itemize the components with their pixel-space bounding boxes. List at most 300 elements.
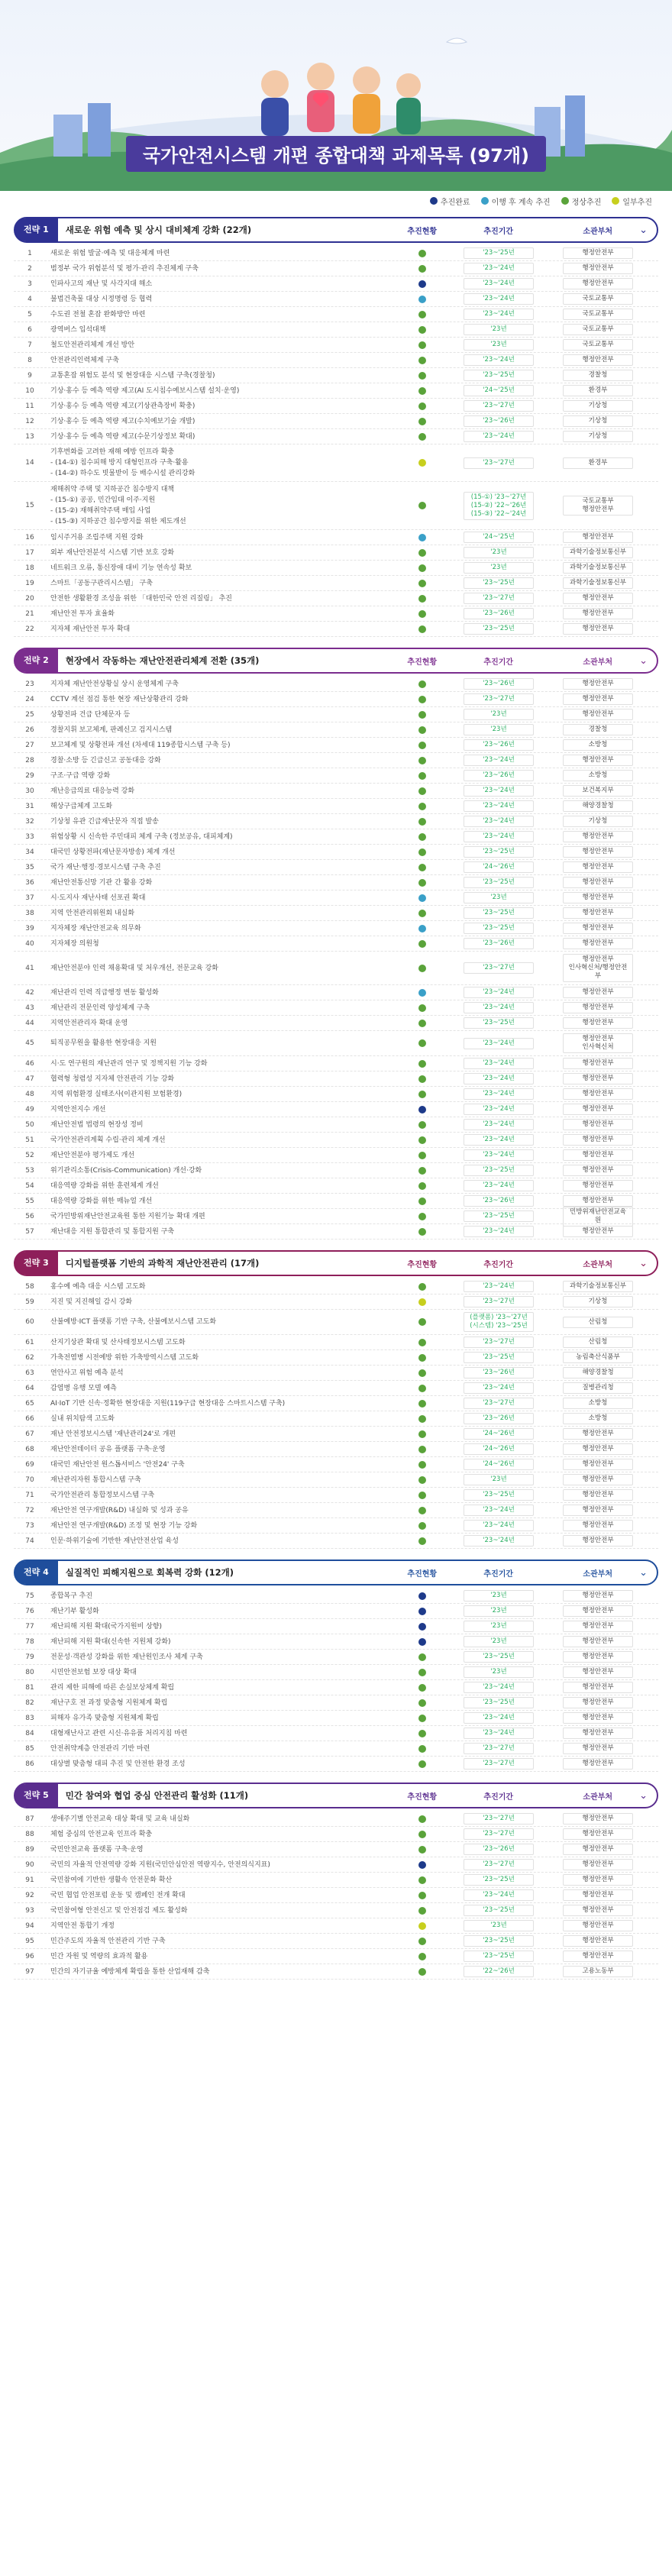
task-number: 50 xyxy=(25,1120,34,1129)
dept-cell xyxy=(548,1935,648,1947)
task-name: 재해취약 주택 및 지하공간 침수방지 대책 - (15-①) 공공, 민간임대 이주·지원 - (15-②) 재해취약주택 매입 사업 - (15-③) 지하공간 침수방지를 위한 제도개선 xyxy=(50,486,186,525)
task-row xyxy=(14,1350,658,1366)
status-dot-icon xyxy=(418,1745,426,1753)
dept-value: 경찰청 xyxy=(563,724,633,735)
page-title: 국가안전시스템 개편 종합대책 과제목록 (97개) xyxy=(126,136,546,172)
period-cell xyxy=(449,693,548,705)
status-cell xyxy=(396,1638,449,1646)
task-name: CCTV 계선 점검 통한 현장 재난상황관리 강화 xyxy=(50,695,189,703)
period-value: '23~'27년 xyxy=(464,457,534,469)
status-dot-icon xyxy=(418,502,426,509)
period-cell xyxy=(449,1651,548,1663)
dept-cell xyxy=(548,1951,648,1962)
task-name: 인파사고의 재난 및 사각지대 해소 xyxy=(50,280,153,288)
task-number: 43 xyxy=(25,1004,34,1012)
task-number: 17 xyxy=(25,548,34,557)
task-row xyxy=(14,399,658,414)
task-number: 51 xyxy=(25,1136,34,1144)
dept-cell xyxy=(548,339,648,351)
dept-cell xyxy=(548,354,648,366)
task-name: 재난안전법 법령의 현장성 정비 xyxy=(50,1120,144,1129)
section-header[interactable] xyxy=(14,648,658,674)
task-number: 6 xyxy=(27,325,32,334)
period-value: '23~'27년 xyxy=(464,1296,534,1307)
status-dot-icon xyxy=(418,1831,426,1838)
status-cell xyxy=(396,1760,449,1768)
task-row xyxy=(14,261,658,276)
period-value: '23~'25년 xyxy=(464,247,534,259)
status-dot-icon xyxy=(418,1922,426,1930)
status-cell xyxy=(396,311,449,318)
task-row xyxy=(14,591,658,606)
task-row xyxy=(14,1117,658,1133)
status-cell xyxy=(396,1039,449,1047)
task-name: 피해자 유가족 맞춤형 지원체계 확립 xyxy=(50,1714,159,1722)
chevron-down-icon[interactable]: ⌄ xyxy=(639,1567,648,1579)
status-dot-icon xyxy=(418,965,426,972)
column-header-dept: 소관부처 xyxy=(583,658,613,667)
task-name: 전문성·객관성 강화를 위한 재난원인조사 체계 구축 xyxy=(50,1653,203,1661)
dept-value: 행정안전부 xyxy=(563,1474,633,1485)
task-name: 재난피해 지원 확대(국가지원비 상향) xyxy=(50,1622,163,1631)
task-row xyxy=(14,1726,658,1741)
status-dot-icon xyxy=(418,1684,426,1692)
task-name: 재난안전통신망 기관 간 활용 강화 xyxy=(50,878,153,887)
task-name: 재난구호 전 과정 맞춤형 지원체계 확립 xyxy=(50,1698,168,1707)
period-value: '23년 xyxy=(464,1605,534,1617)
period-value: '23~'26년 xyxy=(464,608,534,619)
task-row xyxy=(14,985,658,1000)
dept-value: 행정안전부 xyxy=(563,755,633,766)
task-name: 국가민방위재난안전교육원 통한 지원기능 확대 개편 xyxy=(50,1212,205,1220)
dept-cell xyxy=(548,1180,648,1191)
period-value: '24~'25년 xyxy=(464,532,534,543)
task-name: 지진 및 지진해일 감시 강화 xyxy=(50,1298,133,1306)
task-number: 96 xyxy=(25,1952,34,1960)
task-name: 상황전파 건급 단체문자 등 xyxy=(50,710,131,719)
period-value: '24~'26년 xyxy=(464,861,534,873)
dept-value: 기상청 xyxy=(563,1296,633,1307)
dept-value: 행정안전부 xyxy=(563,678,633,690)
status-dot-icon xyxy=(418,1492,426,1499)
task-number: 74 xyxy=(25,1537,34,1545)
period-value: '24~'25년 xyxy=(464,385,534,396)
status-cell xyxy=(396,1608,449,1615)
period-cell xyxy=(449,1905,548,1916)
status-dot-icon xyxy=(418,534,426,541)
dept-value: 과학기술정보통신부 xyxy=(563,1281,633,1292)
task-name: 국민참여에 기반한 생활속 안전문화 확산 xyxy=(50,1876,173,1884)
task-row xyxy=(14,1695,658,1711)
status-cell xyxy=(396,326,449,334)
status-cell xyxy=(396,1699,449,1707)
task-number: 31 xyxy=(25,802,34,810)
status-dot-icon xyxy=(418,1283,426,1291)
status-cell xyxy=(396,1730,449,1737)
section-header[interactable] xyxy=(14,217,658,243)
task-number: 27 xyxy=(25,741,34,749)
period-cell xyxy=(449,370,548,381)
status-cell xyxy=(396,1004,449,1012)
task-row xyxy=(14,952,658,985)
dept-cell xyxy=(548,1033,648,1053)
dept-value: 소방청 xyxy=(563,1413,633,1424)
chevron-down-icon[interactable]: ⌄ xyxy=(639,1790,648,1802)
period-cell xyxy=(449,400,548,412)
strategy-section xyxy=(14,1250,658,1549)
task-row xyxy=(14,383,658,399)
dept-cell xyxy=(548,1017,648,1029)
status-cell xyxy=(396,965,449,972)
status-dot-icon xyxy=(418,296,426,303)
task-name: 시·도지사 재난사태 선포권 확대 xyxy=(50,894,146,902)
dept-cell xyxy=(548,577,648,589)
period-cell xyxy=(449,1210,548,1222)
dept-cell xyxy=(548,693,648,705)
period-cell xyxy=(449,623,548,635)
dept-cell xyxy=(548,1697,648,1708)
dept-value: 과학기술정보통신부 xyxy=(563,577,633,589)
dept-cell xyxy=(548,1505,648,1516)
dept-value: 국토교통부 행정안전부 xyxy=(563,496,633,516)
period-value: '23~'26년 xyxy=(464,678,534,690)
task-name: AI·IoT 기반 신속·정확한 현장대응 지원(119구급 현장대응 스마트시스템 구축) xyxy=(50,1399,286,1408)
status-dot-icon xyxy=(418,1415,426,1423)
period-cell xyxy=(449,385,548,396)
column-header-period: 추진기간 xyxy=(483,1260,514,1269)
dept-value: 행정안전부 xyxy=(563,1743,633,1754)
period-value: '23~'24년 xyxy=(464,293,534,305)
task-name: 국민 협업 안전포럼 운동 및 캠페인 전개 확대 xyxy=(50,1891,186,1899)
dept-value: 행정안전부 xyxy=(563,1651,633,1663)
task-number: 84 xyxy=(25,1729,34,1737)
period-value: '23~'24년 xyxy=(464,1281,534,1292)
task-row xyxy=(14,482,658,530)
dept-value: 행정안전부 xyxy=(563,1226,633,1237)
status-dot-icon xyxy=(418,818,426,826)
strategy-section xyxy=(14,1559,658,1772)
period-value: '23~'24년 xyxy=(464,1058,534,1069)
dept-value: 행정안전부 xyxy=(563,1905,633,1916)
dept-cell xyxy=(548,431,648,442)
dept-cell xyxy=(548,1889,648,1901)
column-header-period: 추진기간 xyxy=(483,1569,514,1579)
task-name: 기상·홍수 등 예측 역량 제고(AI 도시침수예보시스템 설치·운영) xyxy=(50,386,240,395)
dept-cell xyxy=(548,1104,648,1115)
task-number: 71 xyxy=(25,1491,34,1499)
status-dot-icon xyxy=(418,1354,426,1362)
period-cell xyxy=(449,800,548,812)
period-value: '23~'25년 xyxy=(464,1697,534,1708)
status-cell xyxy=(396,1522,449,1530)
status-cell xyxy=(396,742,449,749)
dept-cell xyxy=(548,593,648,604)
task-row xyxy=(14,1000,658,1016)
task-name: 재난관리자원 통합시스템 구축 xyxy=(50,1475,141,1484)
status-dot-icon xyxy=(418,580,426,587)
task-name: 보고체계 및 상황전파 개선 (차세대 119종합시스템 구축 등) xyxy=(50,741,231,749)
status-cell xyxy=(396,610,449,618)
dept-cell xyxy=(548,938,648,949)
period-value: '23~'26년 xyxy=(464,739,534,751)
task-name: 새로운 위험 발굴·예측 및 대응체계 마련 xyxy=(50,249,170,257)
dept-value: 경찰청 xyxy=(563,370,633,381)
status-dot-icon xyxy=(418,250,426,257)
dept-value: 행정안전부 xyxy=(563,1002,633,1013)
status-dot-icon xyxy=(418,433,426,441)
dept-value: 행정안전부 xyxy=(563,608,633,619)
status-dot-icon xyxy=(418,757,426,764)
dept-cell xyxy=(548,1002,648,1013)
task-row xyxy=(14,1427,658,1442)
task-number: 19 xyxy=(25,579,34,587)
period-cell xyxy=(449,1697,548,1708)
period-value: '23~'27년 xyxy=(464,1398,534,1409)
status-dot-icon xyxy=(418,1106,426,1113)
task-row xyxy=(14,1056,658,1071)
dept-cell xyxy=(548,800,648,812)
task-name: 안전한 생활환경 조성을 위한 「대한민국 안전 리질링」 추진 xyxy=(50,594,232,603)
status-cell xyxy=(396,1060,449,1068)
dept-cell xyxy=(548,324,648,335)
task-row xyxy=(14,368,658,383)
status-dot-icon xyxy=(418,1213,426,1220)
status-dot-icon xyxy=(418,1846,426,1854)
task-number: 21 xyxy=(25,609,34,618)
dept-cell xyxy=(548,1119,648,1130)
status-cell xyxy=(396,1745,449,1753)
status-cell xyxy=(396,833,449,841)
status-cell xyxy=(396,625,449,633)
legend-item-cont xyxy=(481,196,551,207)
status-dot-icon xyxy=(418,595,426,603)
task-name: 실내 위치탐색 고도화 xyxy=(50,1414,115,1423)
status-cell xyxy=(396,1684,449,1692)
task-number: 88 xyxy=(25,1830,34,1838)
task-row xyxy=(14,1619,658,1634)
task-number: 76 xyxy=(25,1607,34,1615)
status-cell xyxy=(396,1152,449,1159)
dept-value: 기상청 xyxy=(563,415,633,427)
task-number: 1 xyxy=(27,249,32,257)
period-value: '23년 xyxy=(464,1666,534,1678)
dept-cell xyxy=(548,1149,648,1161)
period-value: '23년 xyxy=(464,1590,534,1602)
task-row xyxy=(14,1634,658,1650)
task-number: 36 xyxy=(25,878,34,887)
legend-dot-icon xyxy=(430,197,438,205)
period-value: '23년 xyxy=(464,1920,534,1931)
section-title: 새로운 위험 예측 및 상시 대비체계 강화 (22개) xyxy=(65,225,252,235)
dept-value: 행정안전부 xyxy=(563,263,633,274)
status-dot-icon xyxy=(418,848,426,856)
period-cell xyxy=(449,831,548,842)
status-dot-icon xyxy=(418,894,426,902)
task-number: 24 xyxy=(25,695,34,703)
chevron-down-icon[interactable]: ⌄ xyxy=(639,655,648,667)
status-dot-icon xyxy=(418,610,426,618)
legend-dot-icon xyxy=(481,197,489,205)
dept-cell xyxy=(548,1443,648,1455)
period-value: '23~'24년 xyxy=(464,831,534,842)
dept-cell xyxy=(548,1073,648,1084)
task-row xyxy=(14,1518,658,1534)
task-number: 77 xyxy=(25,1622,34,1631)
task-row xyxy=(14,1949,658,1964)
section-header[interactable] xyxy=(14,1559,658,1585)
status-dot-icon xyxy=(418,696,426,703)
status-cell xyxy=(396,1283,449,1291)
task-row xyxy=(14,1918,658,1934)
dept-cell xyxy=(548,1682,648,1693)
task-row xyxy=(14,1457,658,1472)
task-number: 28 xyxy=(25,756,34,764)
period-cell xyxy=(449,1352,548,1363)
task-row xyxy=(14,845,658,860)
period-value: '23~'27년 xyxy=(464,400,534,412)
task-number: 8 xyxy=(27,356,32,364)
status-cell xyxy=(396,803,449,810)
status-dot-icon xyxy=(418,1339,426,1346)
task-name: 생애주기별 안전교육 대상 확대 및 교육 내실화 xyxy=(50,1815,190,1823)
dept-value: 질병관리청 xyxy=(563,1382,633,1394)
status-dot-icon xyxy=(418,925,426,932)
task-row xyxy=(14,692,658,707)
task-row xyxy=(14,1279,658,1294)
period-cell xyxy=(449,1666,548,1678)
period-cell xyxy=(449,1226,548,1237)
dept-cell xyxy=(548,400,648,412)
dept-value: 행정안전부 xyxy=(563,831,633,842)
status-cell xyxy=(396,1213,449,1220)
dept-value: 행정안전부 xyxy=(563,1119,633,1130)
dept-value: 행정안전부 xyxy=(563,1104,633,1115)
period-value: '23~'24년 xyxy=(464,1180,534,1191)
status-dot-icon xyxy=(418,1623,426,1631)
task-number: 91 xyxy=(25,1876,34,1884)
task-row xyxy=(14,1604,658,1619)
task-name: 감염병 유행 모델 예측 xyxy=(50,1384,117,1392)
dept-value: 행정안전부 xyxy=(563,1828,633,1840)
status-cell xyxy=(396,296,449,303)
period-value: '22~'26년 xyxy=(464,1966,534,1977)
dept-cell xyxy=(548,263,648,274)
period-cell xyxy=(449,1398,548,1409)
task-row xyxy=(14,936,658,952)
task-number: 68 xyxy=(25,1445,34,1453)
task-number: 59 xyxy=(25,1298,34,1306)
task-name: 대응역량 강화를 위한 훈련체계 개선 xyxy=(50,1181,159,1190)
dept-cell xyxy=(548,1920,648,1931)
status-dot-icon xyxy=(418,1121,426,1129)
period-value: '23~'24년 xyxy=(464,785,534,797)
dept-value: 행정안전부 xyxy=(563,593,633,604)
period-cell xyxy=(449,907,548,919)
task-number: 10 xyxy=(25,386,34,395)
period-value: '23~'27년 xyxy=(464,962,534,974)
period-cell xyxy=(449,1088,548,1100)
task-number: 48 xyxy=(25,1090,34,1098)
dept-value: 행정안전부 xyxy=(563,1666,633,1678)
status-dot-icon xyxy=(418,1298,426,1306)
task-list xyxy=(14,1279,658,1549)
dept-value: 국토교통부 xyxy=(563,309,633,320)
dept-cell xyxy=(548,1828,648,1840)
period-value: '23~'27년 xyxy=(464,1758,534,1770)
period-value: '23~'25년 xyxy=(464,1165,534,1176)
chevron-down-icon[interactable]: ⌄ xyxy=(639,1258,648,1269)
period-value: '23~'25년 xyxy=(464,1951,534,1962)
section-header[interactable] xyxy=(14,1250,658,1276)
period-value: '23~'24년 xyxy=(464,309,534,320)
section-header[interactable] xyxy=(14,1783,658,1808)
legend-item-done xyxy=(430,196,470,207)
task-row xyxy=(14,414,658,429)
task-row xyxy=(14,1964,658,1980)
status-dot-icon xyxy=(418,625,426,633)
period-cell xyxy=(449,1002,548,1013)
dept-cell xyxy=(548,1398,648,1409)
status-cell xyxy=(396,1715,449,1722)
task-name: 국민안전교육 플랫폼 구축·운영 xyxy=(50,1845,144,1854)
task-name: 재난기부 활성화 xyxy=(50,1607,99,1615)
dept-cell xyxy=(548,877,648,888)
task-number: 25 xyxy=(25,710,34,719)
period-cell xyxy=(449,1889,548,1901)
task-number: 35 xyxy=(25,863,34,871)
task-name: 민간 자원 및 역량의 효과적 활용 xyxy=(50,1952,148,1960)
task-row xyxy=(14,606,658,622)
legend-label: 일부추진 xyxy=(622,198,652,207)
status-dot-icon xyxy=(418,1075,426,1083)
task-name: 지자체 재난안전 투자 확대 xyxy=(50,625,131,633)
task-name: 지역안전관리자 확대 운영 xyxy=(50,1019,128,1027)
task-number: 16 xyxy=(25,533,34,541)
task-number: 4 xyxy=(27,295,32,303)
chevron-down-icon[interactable]: ⌄ xyxy=(639,225,648,236)
period-cell xyxy=(449,1758,548,1770)
dept-value: 행정안전부 xyxy=(563,247,633,259)
period-value: '23년 xyxy=(464,547,534,558)
period-value: '23~'26년 xyxy=(464,938,534,949)
period-value: '23~'24년 xyxy=(464,1002,534,1013)
status-cell xyxy=(396,1831,449,1838)
period-cell xyxy=(449,309,548,320)
task-number: 62 xyxy=(25,1353,34,1362)
status-dot-icon xyxy=(418,1039,426,1047)
dept-cell xyxy=(548,1905,648,1916)
period-value: '23~'26년 xyxy=(464,1844,534,1855)
dept-value: 행정안전부 xyxy=(563,1590,633,1602)
period-cell xyxy=(449,1621,548,1632)
dept-cell xyxy=(548,678,648,690)
task-row xyxy=(14,1163,658,1178)
task-name: 재난대응 지원 통합관리 및 통합지원 구축 xyxy=(50,1227,175,1236)
dept-cell xyxy=(548,987,648,998)
period-value: '23년 xyxy=(464,892,534,903)
status-cell xyxy=(396,1537,449,1545)
task-number: 80 xyxy=(25,1668,34,1676)
task-number: 83 xyxy=(25,1714,34,1722)
period-value: '23~'24년 xyxy=(464,1226,534,1237)
task-number: 67 xyxy=(25,1430,34,1438)
period-cell xyxy=(449,293,548,305)
period-cell xyxy=(449,1281,548,1292)
period-cell xyxy=(449,938,548,949)
status-cell xyxy=(396,357,449,364)
task-number: 87 xyxy=(25,1815,34,1823)
period-cell xyxy=(449,415,548,427)
